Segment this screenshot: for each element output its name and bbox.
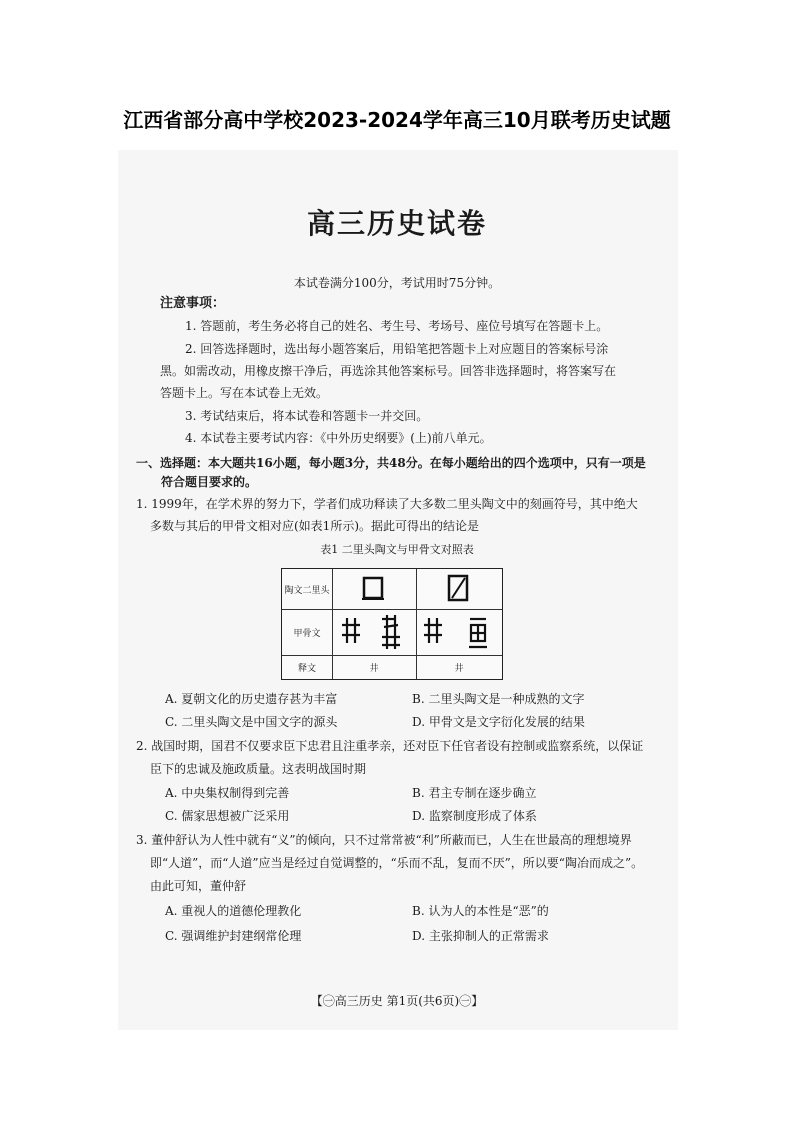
note-3: 3. 考试结束后，将本试卷和答题卡一并交回。 [185, 409, 429, 423]
row-label: 陶文二里头 [282, 569, 333, 609]
reading-cell: 井 [332, 655, 417, 679]
section1-instructions: 一、选择题：本大题共16小题，每小题3分，共48分。在每小题给出的四个选项中，只有一项是 [136, 456, 646, 470]
note-2: 2. 回答选择题时，选出每小题答案后，用铅笔把答题卡上对应题目的答案标号涂 [185, 342, 609, 356]
note-1: 1. 答题前，考生务必将自己的姓名、考生号、考场号、座位号填写在答题卡上。 [185, 319, 609, 333]
q1-stem: 1. 1999年，在学术界的努力下，学者们成功释读了大多数二里头陶文中的刻画符号，其中绝大 [136, 497, 638, 511]
q3-stem-cont: 即“人道”，而“人道”应当是经过自觉调整的，“乐而不乱，复而不厌”，所以要“陶冶而成之”。 [150, 856, 644, 870]
q3-option-b: B. 认为人的本性是“恶”的 [412, 904, 549, 918]
section1-instructions-cont: 符合题目要求的。 [161, 475, 258, 489]
q3-option-c: C. 强调维护封建纲常伦理 [165, 929, 302, 943]
table-row [282, 609, 502, 656]
q2-option-b: B. 君主专制在逐步确立 [412, 786, 537, 800]
note-2-cont2: 答题卡上。写在本试卷上无效。 [160, 386, 329, 400]
table-row [282, 569, 502, 610]
q2-option-c: C. 儒家思想被广泛采用 [165, 809, 290, 823]
erlitou-glyph-2 [416, 569, 502, 609]
q3-stem: 3. 董仲舒认为人性中就有“义”的倾向，只不过常常被“利”所蔽而已，人生在世最高的理想境界 [136, 833, 632, 847]
note-4: 4. 本试卷主要考试内容：《中外历史纲要》(上)前八单元。 [185, 431, 492, 445]
q1-option-b: B. 二里头陶文是一种成熟的文字 [412, 692, 585, 706]
q1-option-c: C. 二里头陶文是中国文字的源头 [165, 715, 338, 729]
table-row [282, 655, 502, 679]
reading-cell: 井 [454, 663, 464, 674]
erlitou-glyph-1 [332, 569, 417, 609]
paper-subtitle: 本试卷满分100分，考试用时75分钟。 [293, 276, 501, 290]
q2-option-d: D. 监察制度形成了体系 [412, 809, 537, 823]
q1-option-a: A. 夏朝文化的历史遗存甚为丰富 [165, 692, 338, 706]
q2-option-a: A. 中央集权制得到完善 [165, 786, 290, 800]
row-label: 甲骨文 [282, 609, 333, 655]
q3-option-d: D. 主张抑制人的正常需求 [412, 929, 549, 943]
q3-stem-cont2: 由此可知，董仲舒 [150, 879, 247, 893]
row-label: 释文 [282, 655, 333, 679]
note-2-cont: 黑。如需改动，用橡皮擦干净后，再选涂其他答案标号。回答非选择题时，将答案写在 [160, 364, 617, 378]
oracle-bone-glyphs-1 [332, 609, 417, 655]
q1-option-d: D. 甲骨文是文字衍化发展的结果 [412, 715, 585, 729]
q1-table-caption: 表1 二里头陶文与甲骨文对照表 [320, 543, 474, 556]
paper-title: 高三历史试卷 [306, 207, 487, 240]
q3-option-a: A. 重视人的道德伦理教化 [165, 904, 302, 918]
q2-stem-cont: 臣下的忠诚及施政质量。这表明战国时期 [150, 762, 367, 776]
notes-heading: 注意事项： [160, 296, 226, 311]
page-footer: 【㊀高三历史 第1页(共6页)㊀】 [310, 994, 484, 1008]
document-title: 江西省部分高中学校2023-2024学年高三10月联考历史试题 [123, 108, 671, 132]
q2-stem: 2. 战国时期，国君不仅要求臣下忠君且注重孝亲，还对臣下任官者设有控制或监察系统，以保证 [136, 739, 644, 753]
q1-comparison-table [281, 568, 503, 680]
q1-stem-cont: 多数与其后的甲骨文相对应(如表1所示)。据此可得出的结论是 [150, 519, 480, 533]
oracle-bone-glyphs-2 [416, 609, 502, 655]
